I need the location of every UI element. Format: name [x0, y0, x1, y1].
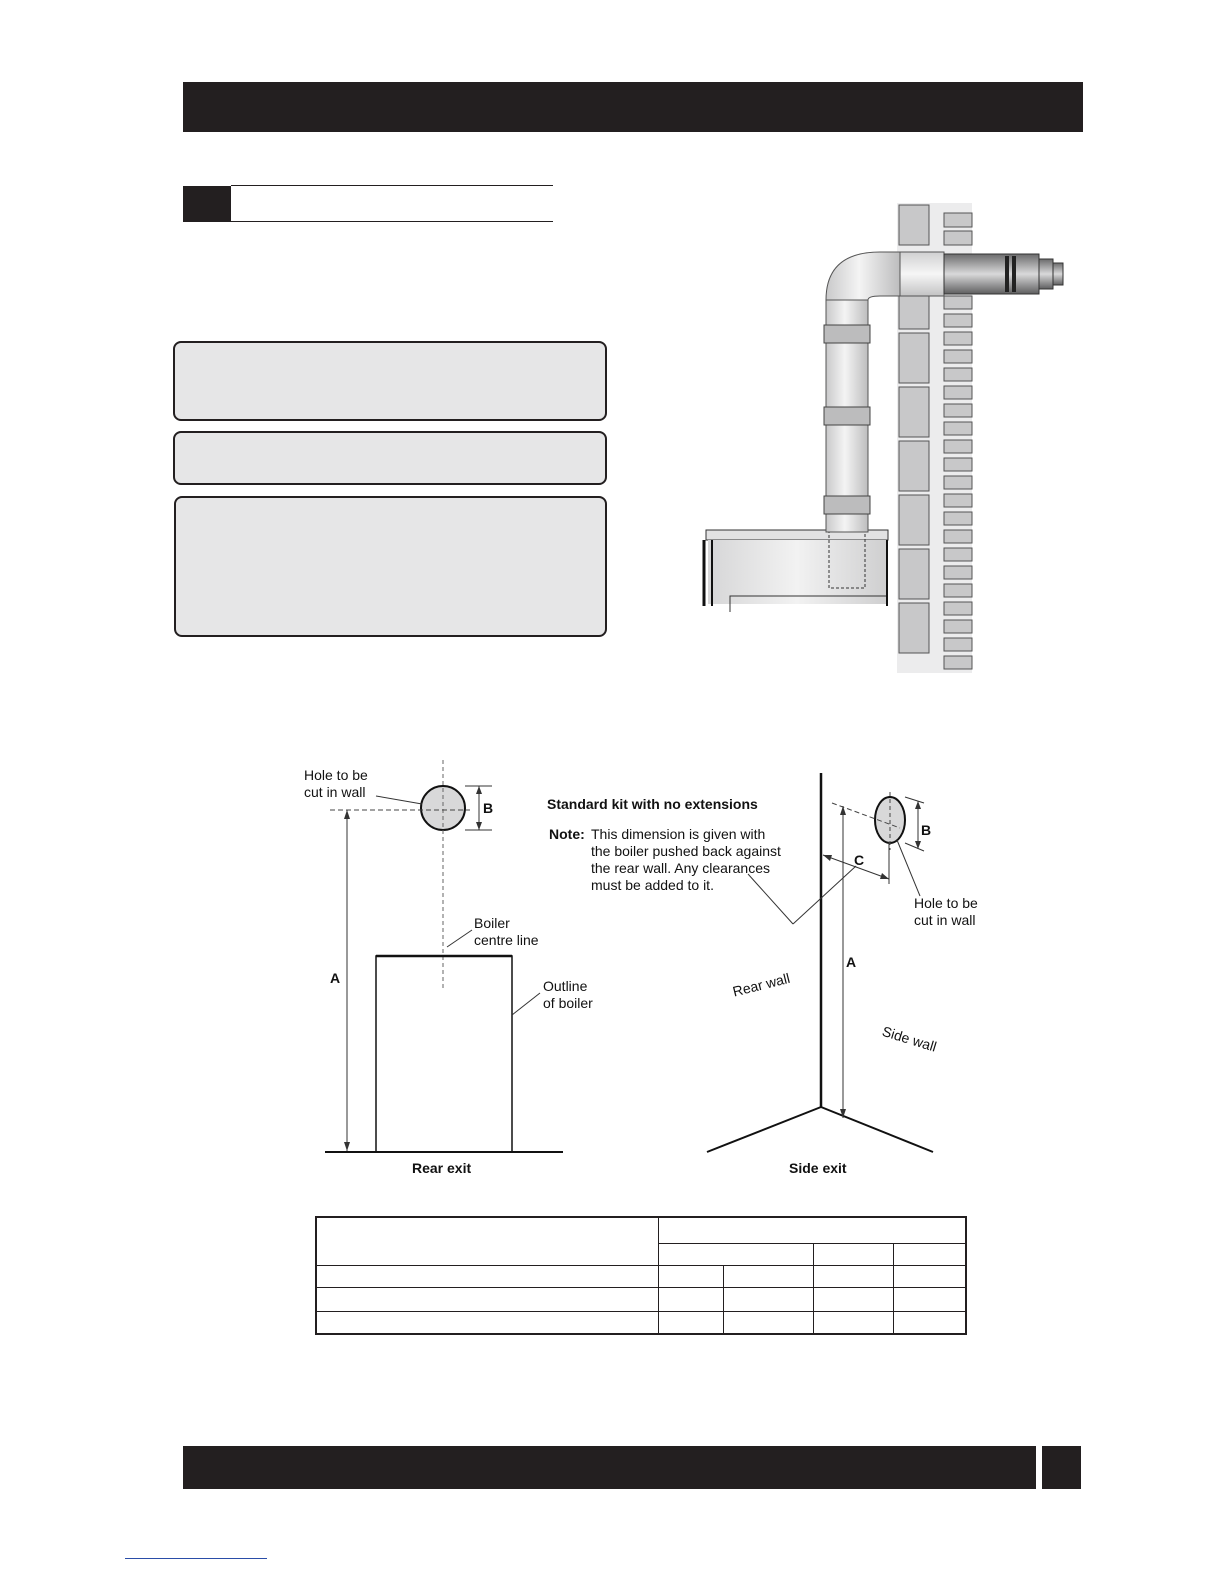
centre-line-label-line1: Boiler: [474, 915, 510, 931]
rear-exit-caption: Rear exit: [412, 1160, 472, 1176]
footnote-link-underline[interactable]: [125, 1558, 267, 1559]
rear-wall-label: Rear wall: [731, 969, 792, 1000]
centre-line-label-line2: centre line: [474, 932, 539, 948]
section-title-rule-bottom: [231, 221, 553, 222]
section-number-block: [183, 186, 231, 222]
page-number-block: [1042, 1446, 1081, 1489]
side-hole-label-line1: Hole to be: [914, 895, 978, 911]
note-box-1: [173, 341, 607, 421]
note-box-2: [173, 431, 607, 485]
side-hole-label-line2: cut in wall: [914, 912, 976, 928]
page-footer-bar: [183, 1446, 1036, 1489]
note-line-2: the boiler pushed back against: [591, 843, 781, 859]
flue-terminal: [944, 254, 1039, 294]
rear-dim-a-label: A: [330, 970, 341, 986]
rear-hole-label-line1: Hole to be: [304, 767, 368, 783]
rear-hole-label-line2: cut in wall: [304, 784, 366, 800]
flue-elbow: [826, 252, 900, 300]
note-line-1: This dimension is given with: [591, 826, 766, 842]
rear-exit-diagram: [320, 760, 580, 1180]
section-title-rule-top: [231, 185, 553, 186]
rear-dim-b-label: B: [483, 800, 494, 816]
boiler-outline: [376, 956, 512, 1152]
table-row: [316, 1311, 966, 1334]
side-dim-c-label: C: [854, 852, 865, 868]
table-header-cell: [659, 1217, 966, 1243]
note-box-3: [174, 496, 607, 637]
side-wall-label: Side wall: [880, 1023, 939, 1055]
outline-label-line1: Outline: [543, 978, 588, 994]
table-header-cell: [813, 1243, 893, 1265]
flue-installation-illustration: [690, 195, 1080, 685]
note-line-4: must be added to it.: [591, 877, 714, 893]
page-header-bar: [183, 82, 1083, 132]
table-header-cell: [893, 1243, 966, 1265]
note-label: Note:: [549, 826, 585, 842]
table-header-cell: [316, 1217, 659, 1265]
outline-label-line2: of boiler: [543, 995, 593, 1011]
dimensions-table: [315, 1216, 967, 1335]
table-row: [316, 1265, 966, 1287]
table-row: [316, 1287, 966, 1311]
side-exit-caption: Side exit: [789, 1160, 847, 1176]
kit-heading: Standard kit with no extensions: [547, 796, 758, 812]
side-dim-b-label: B: [921, 822, 932, 838]
side-dim-a-label: A: [846, 954, 857, 970]
table-header-cell: [659, 1243, 814, 1265]
note-line-3: the rear wall. Any clearances: [591, 860, 770, 876]
boiler-body: [708, 540, 886, 604]
side-exit-diagram: [700, 765, 950, 1160]
